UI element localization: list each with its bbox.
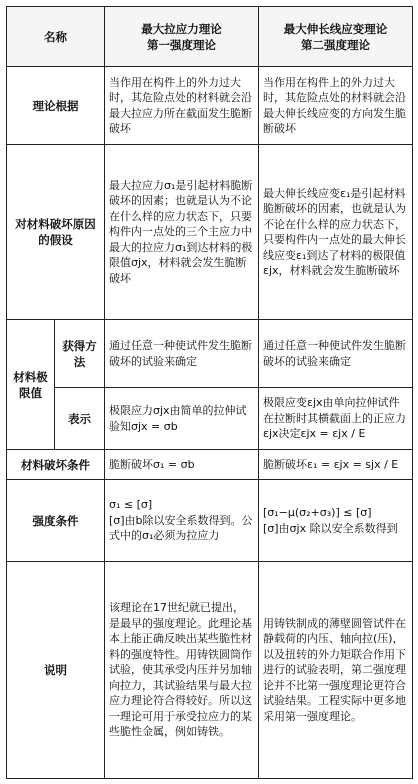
basis-first-theory: 当作用在构件上的外力过大时，其危险点处的材料就会沿最大拉应力所在截面发生脆断破坏 xyxy=(105,67,259,145)
expression-first-theory: 极限应力σjx由简单的拉伸试验知σjx = σb xyxy=(105,388,259,450)
row-label-notes: 说明 xyxy=(7,562,105,779)
header-first-theory-title: 最大拉应力理论 xyxy=(141,21,222,36)
row-limit-method xyxy=(7,320,413,388)
header-row xyxy=(7,7,413,67)
basis-second-theory: 当作用在构件上的外力过大时，其危险点处的材料就会沿最大伸长线应变的方向发生脆断破坏 xyxy=(259,67,413,145)
notes-first-theory: 该理论在17世纪就已提出，是最早的强度理论。此理论基本上能正确反映出某些脆性材料的强度特性。用铸铁圆筒作试验，使其承受内压并另加轴向拉力，其试验结果与最大拉应力理论符合得较好。所以这一理论可用于承受拉应力的某些脆性金属，例如铸铁。 xyxy=(105,562,259,779)
strength-second-formula: [σ₁−μ(σ₂+σ₃)] ≤ [σ] xyxy=(263,506,372,519)
row-label-material-limit: 材料极限值 xyxy=(7,320,55,450)
strength-first-formula: σ₁ ≤ [σ] xyxy=(109,498,153,512)
row-label-theory-basis: 理论根据 xyxy=(7,67,105,145)
strength-theory-table-container xyxy=(6,6,412,778)
row-failure-condition xyxy=(7,450,413,480)
hypothesis-first-theory: 最大拉应力σ₁是引起材料脆断破坏的因素；也就是认为不论在什么样的应力状态下，只要构件内一点处的三个主应力中最大的拉应力σ₁到达材料的极限值σjx，材料就会发生脆断破坏 xyxy=(105,145,259,320)
row-label-failure-hypothesis: 对材料破坏原因的假设 xyxy=(7,145,105,320)
notes-second-theory: 用铸铁制成的薄壁圆管试件在静载荷的内压、轴向拉(压)，以及扭转的外力矩联合作用下进行的试验表明，第二强度理论并不比第一强度理论更符合试验结果。工程实际中更多地采用第一强度理论。 xyxy=(259,562,413,779)
row-failure-hypothesis xyxy=(7,145,413,320)
strength-theory-table xyxy=(6,6,413,779)
strength-first-note: [σ]由b除以安全系数得到。公式中的σ₁必须为拉应力 xyxy=(109,513,253,543)
strength-second-theory xyxy=(259,480,413,562)
method-second-theory: 通过任意一种使试件发生脆断破坏的试验来确定 xyxy=(259,320,413,388)
hypothesis-second-theory: 最大伸长线应变ε₁是引起材料脆断破坏的因素，也就是认为不论在什么样的应力状态下，只要构件内一点处的最大伸长线应变ε₁到达了材料的极限值εjx，材料就会发生脆断破坏 xyxy=(259,145,413,320)
row-limit-expression xyxy=(7,388,413,450)
row-label-strength-condition: 强度条件 xyxy=(7,480,105,562)
row-notes xyxy=(7,562,413,779)
strength-first-theory xyxy=(105,480,259,562)
row-label-failure-condition: 材料破坏条件 xyxy=(7,450,105,480)
header-first-theory xyxy=(105,7,259,67)
row-theory-basis xyxy=(7,67,413,145)
row-label-expression: 表示 xyxy=(55,388,105,450)
header-first-theory-subtitle: 第一强度理论 xyxy=(147,37,216,52)
header-second-theory-title: 最大伸长线应变理论 xyxy=(283,21,388,36)
header-second-theory-subtitle: 第二强度理论 xyxy=(301,37,370,52)
header-second-theory xyxy=(259,7,413,67)
expression-second-theory: 极限应变εjx由单向拉伸试件在拉断时其横截面上的正应力εjx决定εjx = εjx / E xyxy=(259,388,413,450)
row-strength-condition xyxy=(7,480,413,562)
method-first-theory: 通过任意一种使试件发生脆断破坏的试验来确定 xyxy=(105,320,259,388)
failure-first-theory: 脆断破坏σ₁ = σb xyxy=(105,450,259,480)
header-name: 名称 xyxy=(7,7,105,67)
strength-second-note: [σ]由σjx 除以安全系数得到 xyxy=(263,521,398,535)
failure-second-theory: 脆断破坏ε₁ = εjx = sjx / E xyxy=(259,450,413,480)
row-label-obtain-method: 获得方法 xyxy=(55,320,105,388)
